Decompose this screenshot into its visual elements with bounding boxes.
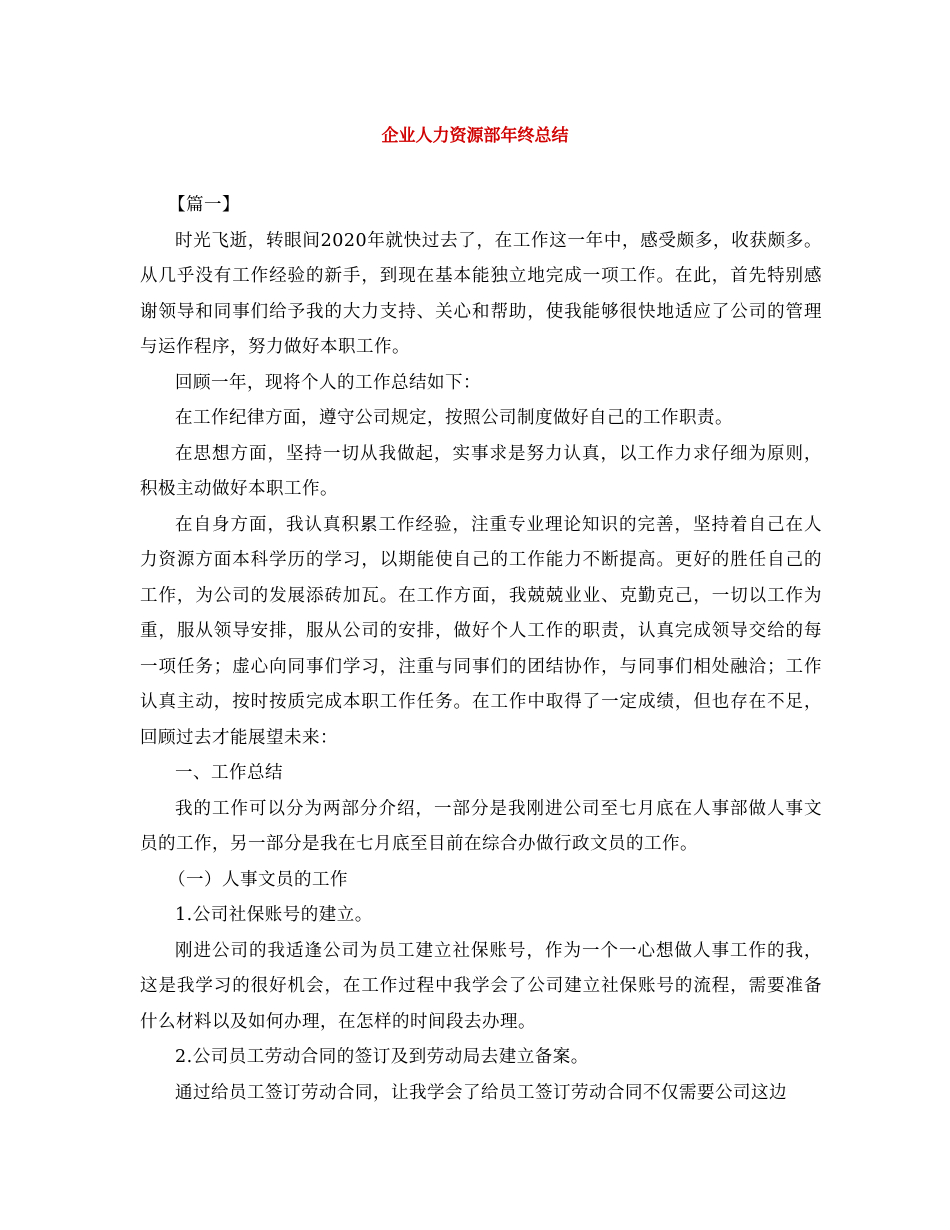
list-item-heading: 1.公司社保账号的建立。 bbox=[175, 905, 373, 925]
paragraph: 刚进公司的我适逢公司为员工建立社保账号，作为一个一心想做人事工作的我，这是我学习的很好机会，在工作过程中我学会了公司建立社保账号的流程，需要准备什么材料以及如何办理，在怎样的时间段去办理。 bbox=[140, 940, 822, 1032]
sub-heading: （一）人事文员的工作 bbox=[168, 869, 348, 890]
list-item-heading: 2.公司员工劳动合同的签订及到劳动局去建立备案。 bbox=[175, 1047, 589, 1067]
paragraph: 回顾一年，现将个人的工作总结如下： bbox=[175, 372, 481, 393]
section-heading: 一、工作总结 bbox=[175, 763, 283, 783]
paragraph: 我的工作可以分为两部分介绍，一部分是我刚进公司至七月底在人事部做人事文员的工作，另一部分是我在七月底至目前在综合办做行政文员的工作。 bbox=[140, 798, 822, 854]
paragraph: 通过给员工签订劳动合同，让我学会了给员工签订劳动合同不仅需要公司这边 bbox=[175, 1082, 787, 1103]
paragraph: 在思想方面，坚持一切从我做起，实事求是努力认真，以工作力求仔细为原则，积极主动做好本职工作。 bbox=[140, 443, 822, 499]
paragraph: 在自身方面，我认真积累工作经验，注重专业理论知识的完善，坚持着自己在人力资源方面本科学历的学习，以期能使自己的工作能力不断提高。更好的胜任自己的工作，为公司的发展添砖加瓦。在工作方面，我兢兢业业、克勤克己，一切以工作为重，服从领导安排，服从公司的安排，做好个人工作的职责，认真完成领导交给的每一项任务；虚心向同事们学习，注重与同事们的团结协作，与同事们相处融洽；工作认真主动，按时按质完成本职工作任务。在工作中取得了一定成绩，但也存在不足，回顾过去才能展望未来： bbox=[140, 514, 822, 748]
paragraph: 在工作纪律方面，遵守公司规定，按照公司制度做好自己的工作职责。 bbox=[175, 408, 733, 428]
paragraph: 时光飞逝，转眼间2020年就快过去了，在工作这一年中，感受颇多，收获颇多。从几乎没有工作经验的新手，到现在基本能独立地完成一项工作。在此，首先特别感谢领导和同事们给予我的大力支持、关心和帮助，使我能够很快地适应了公司的管理与运作程序，努力做好本职工作。 bbox=[140, 230, 822, 357]
document-body bbox=[140, 188, 822, 1111]
document-title: 企业人力资源部年终总结 bbox=[381, 126, 569, 146]
section-tag: 【篇一】 bbox=[168, 195, 240, 215]
